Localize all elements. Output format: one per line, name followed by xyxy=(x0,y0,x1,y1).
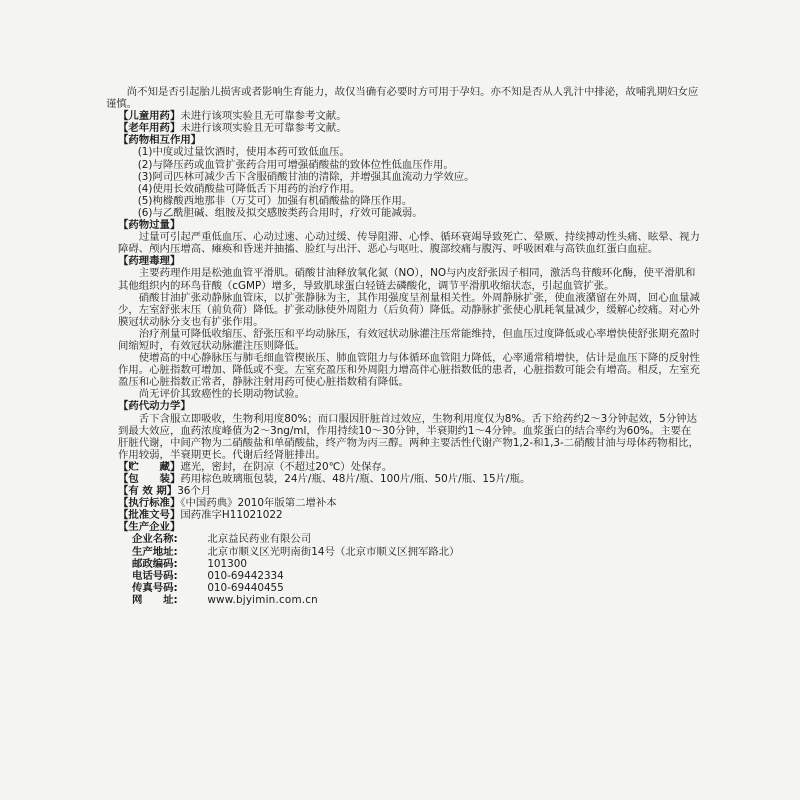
interaction-list xyxy=(118,146,700,219)
insert-text xyxy=(106,86,700,606)
pharmacology-paragraph: 使增高的中心静脉压与肺毛细血管楔嵌压、肺血管阻力与体循环血管阻力降低，心率通常稍增快，估计是血压下降的反射性作用。心脏指数可增加、降低或不变。左室充盈压和外周阻力增高伴心脏指数低的患者，心脏指数可能会有增高。相反，左室充盈压和心脏指数正常者，静脉注射用药可使心脏指数稍有降低。 xyxy=(118,352,700,389)
pregnancy-paragraph: 尚不知是否引起胎儿损害或者影响生育能力，故仅当确有必要时方可用于孕妇。亦不知是否从人乳汁中排泌，故哺乳期妇女应谨慎。 xyxy=(106,86,699,111)
elder-use-heading: 【老年用药】 xyxy=(118,122,181,135)
postcode-label: 邮政编码: xyxy=(132,557,178,570)
storage-heading: 【贮 藏】 xyxy=(118,460,181,473)
website: www.bjyimin.com.cn xyxy=(207,593,318,606)
elder-use-section xyxy=(118,122,700,134)
manufacturer-heading: 【生产企业】 xyxy=(118,521,181,534)
interaction-heading: 【药物相互作用】 xyxy=(118,134,202,147)
validity-text: 36个月 xyxy=(177,485,212,498)
storage-section xyxy=(118,461,700,473)
website-row xyxy=(132,594,700,606)
package-heading: 【包 装】 xyxy=(118,473,181,485)
fax-row xyxy=(132,582,700,594)
package-section xyxy=(118,473,700,485)
website-label: 网 址: xyxy=(132,593,178,606)
approval-heading: 【批准文号】 xyxy=(118,509,181,522)
pharmacology-heading: 【药理毒理】 xyxy=(118,255,181,268)
pharmacokinetics-heading: 【药代动力学】 xyxy=(118,400,191,413)
postcode: 101300 xyxy=(207,557,247,570)
interaction-item: (5)枸橼酸西地那非（万艾可）加强有机硝酸盐的降压作用。 xyxy=(137,194,413,207)
approval-text: 国药准字H11021022 xyxy=(180,509,283,522)
standard-text: 《中国药典》2010年版第二增补本 xyxy=(180,497,337,510)
validity-section xyxy=(118,485,700,497)
validity-heading: 【有 效 期】 xyxy=(118,485,178,498)
approval-section xyxy=(118,509,700,521)
standard-section xyxy=(118,497,700,509)
fax: 010-69440455 xyxy=(207,581,284,594)
manufacturer-info xyxy=(118,533,700,606)
phone-label: 电话号码: xyxy=(132,569,178,582)
storage-text: 遮光，密封，在阴凉（不超过20℃）处保存。 xyxy=(180,460,393,473)
interaction-item: (1)中度或过量饮酒时，使用本药可致低血压。 xyxy=(137,146,350,159)
company-name-label: 企业名称: xyxy=(132,533,178,546)
postcode-row xyxy=(132,558,700,570)
phone: 010-69442334 xyxy=(207,569,284,582)
elder-use-text: 未进行该项实验且无可靠参考文献。 xyxy=(180,122,347,135)
child-use-text: 未进行该项实验且无可靠参考文献。 xyxy=(180,110,347,123)
pharmacology-paragraph: 尚无评价其致癌性的长期动物试验。 xyxy=(138,388,306,401)
address-label: 生产地址: xyxy=(132,545,178,558)
standard-heading: 【执行标准】 xyxy=(118,497,181,510)
address-row xyxy=(132,546,700,558)
interaction-item: (2)与降压药或血管扩张药合用可增强硝酸盐的致体位性低血压作用。 xyxy=(137,158,454,171)
interaction-item: (6)与乙酰胆碱、组胺及拟交感胺类药合用时，疗效可能减弱。 xyxy=(137,206,423,219)
interaction-item: (4)使用长效硝酸盐可降低舌下用药的治疗作用。 xyxy=(137,182,361,195)
address: 北京市顺义区光明南街14号（北京市顺义区拥军路北） xyxy=(207,545,460,558)
pharmacology-paragraph: 治疗剂量可降低收缩压、舒张压和平均动脉压，有效冠状动脉灌注压常能维持，但血压过度降低或心率增快使舒张期充盈时间缩短时，有效冠状动脉灌注压则降低。 xyxy=(118,327,700,352)
company-name-row xyxy=(132,533,700,545)
child-use-heading: 【儿童用药】 xyxy=(118,110,181,123)
pharmacology-paragraph: 硝酸甘油扩张动静脉血管床，以扩张静脉为主，其作用强度呈剂量相关性。外周静脉扩张，使血液潴留在外周，回心血量减少，左室舒张末压（前负荷）降低。扩张动脉使外周阻力（后负荷）降低。动静脉扩张使心肌耗氧量减少，缓解心绞痛。对心外膜冠状动脉分支也有扩张作用。 xyxy=(118,291,700,328)
package-text: 药用棕色玻璃瓶包装，24片/瓶、48片/瓶、100片/瓶、50片/瓶、15片/瓶。 xyxy=(180,473,531,485)
company-name: 北京益民药业有限公司 xyxy=(207,533,312,546)
overdose-heading: 【药物过量】 xyxy=(118,219,181,232)
pharmacokinetics-paragraph: 舌下含服立即吸收，生物利用度80%；而口服因肝脏首过效应，生物利用度仅为8%。舌下给药约2～3分钟起效，5分钟达到最大效应，血药浓度峰值为2～3ng/ml，作用持续10～30分钟，半衰期约1～4分钟。血浆蛋白的结合率约为60%。主要在肝脏代谢，中间产物为二硝酸盐和单硝酸盐，终产物为丙三醇。两种主要活性代谢产物1,2-和1,3-二硝酸甘油与母体药物相比，作用较弱，半衰期更长。代谢后经肾脏排出。 xyxy=(118,412,699,461)
interaction-item: (3)阿司匹林可减少舌下含服硝酸甘油的清除，并增强其血流动力学效应。 xyxy=(137,170,475,183)
child-use-section xyxy=(118,110,700,122)
phone-row xyxy=(132,570,700,582)
fax-label: 传真号码: xyxy=(132,581,178,594)
pharmacology-paragraph: 主要药理作用是松弛血管平滑肌。硝酸甘油释放氧化氮（NO），NO与内皮舒张因子相同，激活鸟苷酸环化酶，使平滑肌和其他组织内的环鸟苷酸（cGMP）增多，导致肌球蛋白轻链去磷酸化，调节平滑肌收缩状态，引起血管扩张。 xyxy=(118,267,696,292)
overdose-paragraph: 过量可引起严重低血压、心动过速、心动过缓、传导阻滞、心悸、循环衰竭导致死亡、晕厥、持续搏动性头痛、眩晕、视力障碍、颅内压增高、瘫痪和昏迷并抽搐、脸红与出汗、恶心与呕吐、腹部绞痛与腹泻、呼吸困难与高铁血红蛋白血症。 xyxy=(118,231,700,256)
